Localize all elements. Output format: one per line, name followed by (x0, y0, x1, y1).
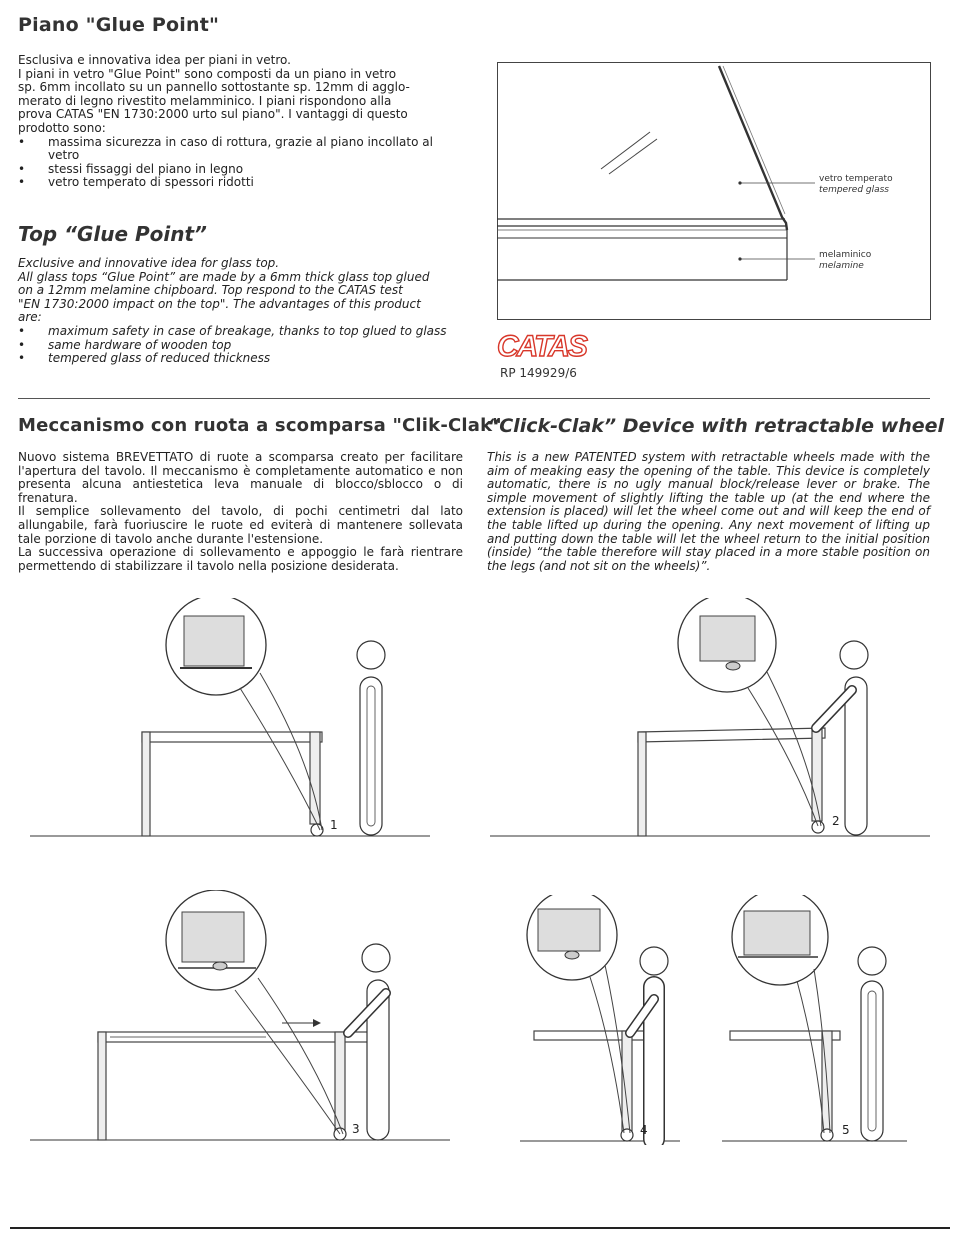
glue-it-line: prova CATAS "EN 1730:2000 urto sul piano". I vantaggi di questo (18, 107, 408, 122)
section-divider (18, 398, 930, 399)
clik-it-paragraph: Il semplice sollevamento del tavolo, di pochi centimetri dal lato allungabile, farà fuoriuscire le ruote ed eviterà di mantenere sollevata tale porzione di tavolo anche durante l'estensione. (18, 504, 463, 546)
step-1-figure (30, 598, 430, 843)
step-4-figure (520, 895, 710, 1145)
step-number: 5 (842, 1123, 850, 1137)
glue-it-line: Esclusiva e innovativa idea per piani in vetro. (18, 53, 291, 67)
clik-title-en: “Click-Clak” Device with retractable wheel (487, 415, 945, 437)
label-glass (819, 174, 893, 196)
catas-rp-number: RP 149929/6 (500, 366, 577, 380)
glue-it-line: sp. 6mm incollato su un pannello sottostante sp. 12mm di agglo- (18, 80, 410, 95)
step-number: 4 (640, 1123, 648, 1137)
step-number: 2 (832, 814, 840, 828)
step-5-figure (722, 895, 930, 1145)
glue-en-bullets (18, 325, 464, 366)
label-melamine-it: melaminico (819, 250, 872, 260)
label-melamine (819, 250, 871, 272)
glue-en-line: on a 12mm melamine chipboard. Top respond to the CATAS test (18, 283, 403, 298)
glue-body-it (18, 54, 478, 190)
glue-it-bullet: • vetro temperato di spessori ridotti (18, 176, 458, 190)
glue-en-line: "EN 1730:2000 impact on the top". The advantages of this product (18, 296, 421, 311)
clik-body-it (18, 451, 463, 573)
glue-it-line: merato di legno rivestito melamminico. I piani rispondono alla (18, 93, 392, 108)
footer-rule (10, 1227, 950, 1229)
glue-en-line: are: (18, 310, 42, 325)
glue-it-line: prodotto sono: (18, 120, 106, 135)
glue-it-line: I piani in vetro "Glue Point" sono composti da un piano in vetro (18, 66, 397, 81)
step-3-figure (30, 890, 450, 1145)
clik-body-en: This is a new PATENTED system with retractable wheels made with the aim of meaking easy the opening of the table. This device is completely automatic, there is no ugly manual block/release lever or brake. The simple movement of slightly lifting the table up (at the end where the extension is placed) will let the wheel come out and will keep the end of the table lifted up during the opening. Any next movement of lifting up and putting down the table will let the wheel return to the initial position (inside) “the table therefore will stay placed in a more stable position on the legs (and not sit on the wheels)”. (487, 450, 930, 573)
step-2-drawing (490, 598, 930, 843)
glue-en-bullet: • maximum safety in case of breakage, thanks to top glued to glass (18, 325, 464, 339)
step-number: 3 (352, 1122, 360, 1136)
label-melamine-en: melamine (819, 261, 864, 271)
label-glass-it: vetro temperato (819, 174, 893, 184)
glue-en-bullet: • same hardware of wooden top (18, 339, 464, 353)
glue-body-en (18, 257, 478, 366)
glue-en-bullet: • tempered glass of reduced thickness (18, 352, 464, 366)
glue-en-line: All glass tops “Glue Point” are made by a 6mm thick glass top glued (18, 269, 430, 284)
glue-it-bullet: • stessi fissaggi del piano in legno (18, 163, 458, 177)
label-glass-en: tempered glass (819, 185, 890, 195)
glue-it-bullet: • massima sicurezza in caso di rottura, grazie al piano incollato al vetro (18, 136, 458, 163)
clik-title-it: Meccanismo con ruota a scomparsa "Clik-Clak" (18, 415, 502, 436)
glass-section-diagram (497, 62, 931, 320)
step-5-drawing (722, 895, 930, 1145)
glue-en-line: Exclusive and innovative idea for glass top. (18, 256, 280, 270)
clik-it-paragraph: La successiva operazione di sollevamento e appoggio le farà rientrare permettendo di stabilizzare il tavolo nella posizione desiderata. (18, 545, 463, 573)
glue-title-it: Piano "Glue Point" (18, 14, 220, 36)
step-4-drawing (520, 895, 710, 1145)
step-2-figure (490, 598, 930, 843)
catas-logo: CATAS (497, 330, 586, 363)
clik-it-paragraph: Nuovo sistema BREVETTATO di ruote a scomparsa creato per facilitare l'apertura del tavolo. Il meccanismo è completamente automatico e non presenta alcuna antiestetica leva manuale di blocco/sblocco o di frenatura. (18, 450, 463, 505)
step-number: 1 (330, 818, 338, 832)
glue-title-en: Top “Glue Point” (18, 222, 207, 246)
glue-it-bullets (18, 136, 458, 190)
step-1-drawing (30, 598, 430, 843)
step-3-drawing (30, 890, 450, 1145)
